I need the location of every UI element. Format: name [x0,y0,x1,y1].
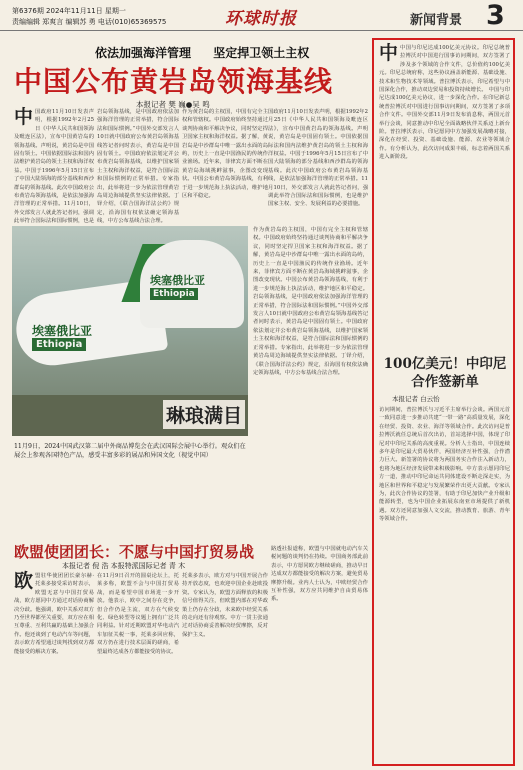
photo-brand-en-2: Ethiopia [150,288,198,300]
sidebar-text-bottom [379,406,510,758]
page-number: 3 [486,0,505,31]
sidebar-headline-line2: 合作签新单 [411,374,479,390]
main-article-col-5 [268,108,368,222]
photo-brand-en-1: Ethiopia [32,338,86,351]
main-col3-text: 作为黄岩岛的主权国，中国有完全主权和管辖权。中国政府始终坚持通过谈判协商和平解决争议，同时坚定捍卫国家主权和海洋权益。据了解，黄岩岛是中沙群岛中唯一露出水面的岛屿，历史上一直是中国渔民的传统作业渔场。近年来，菲律宾方面不断在黄岩岛海域挑衅滋事，企图改变现状。中国公布黄岩岛领海基线，有利于进一步规范海上执法活动，维护地区和平稳定。 [182,109,268,200]
main-col4-cont: 岩岛领海基线，是中国政府依法加强海洋管理的正常举措，符合国际法和国际惯例。”中国外交部发言人10日就中国政府公布黄岩岛领海基线答记者问时表示，黄岩岛是中国固有领土。中国政府依法划定并公布黄岩岛领海基线，以维护国家领土主权和海洋权益，是符合国际法和国际惯例的正常举措。专家指出，此举将进一步为依法管理黄岩岛周边海域提供坚实法律依据。丁铎介绍，《联合国海洋法公约》规定，沿海国有权依法确定领海基线，中方公布基线合法合理。 [253,294,368,376]
main-article-col-4 [253,226,368,536]
main-byline: 本报记者 樊 巍●吴 鸣 [136,100,210,109]
second-col2-text: 在11月9日召开的圆桌论坛上，托莱多称，欧盟不会与中国打贸易战，而是希望中国市场进一步开放。他表示，欧中之间存在竞争，但合作仍是主流，双方在气候变化、绿色转型等议题上拥有广泛共同利益。针对近期欧盟对华电动汽车加征关税一事，托莱多回应称，双方仍在进行技术层面的磋商，希望最终达成各方都能接受的协议。 [97,573,179,655]
sidebar-byline: 本报记者 白云怡 [392,395,440,403]
second-article-col-4 [271,545,368,762]
photo-stamp: 琳琅满目 [163,400,245,429]
sidebar-bottom-text: 访问期间，普拉博沃与习近平主席举行会谈。两国元首一致同意进一步推动共建“一带一路”高质量发展，深化在经贸、投资、农业、海洋等领域合作。此次访问是普拉博沃就任总统后首次出访，首站选择中国，体现了印尼对中印尼关系的高度重视。分析人士指出，中国连续多年是印尼最大贸易伙伴，两国经济互补性强，合作潜力巨大。新签署的协议将为两国务实合作注入新动力，也将为地区经济发展带来积极影响。中方表示愿同印尼方一道，推动中印尼命运共同体建设不断走深走实，为地区和世界和平稳定与发展繁荣作出更大贡献。专家认为，此次合作协议的签署，有助于印尼加快产业升级和能源转型，也为中国企业拓展东南亚市场提供了新机遇。双方还同意加强人文交流，推动教育、旅游、青年等领域合作。 [379,407,510,523]
editor-info: 责编编辑 郑爽言 编辑苏 勇 电话(010)65369575 [12,18,167,26]
sidebar-headline [383,355,507,391]
sidebar-headline-line1: 100亿美元！中印尼 [383,356,507,372]
second-headline: 欧盟使团团长：不愿与中国打贸易战 [14,543,255,561]
main-headline: 中国公布黄岩岛领海基线 [14,65,334,98]
photo-caption: 11月9日，2024中国武汉第二届中外商品博览会在武汉国际会展中心举行。观众们在展会上参观各国特色产品，感受丰富多彩的展品和异国文化（视觉中国） [14,443,246,459]
second-article-col-2 [97,572,179,762]
second-col4-text: 路透社报道称，欧盟与中国就电动汽车关税问题的谈判仍在持续。中国商务部此前表示，中方愿同欧方继续磋商，推动早日达成双方都能接受的解决方案，避免贸易摩擦升级。业内人士认为，中欧经贸合作互补性强，双方应共同维护自由贸易体系。 [271,546,368,603]
sidebar-top-text: 中国与印尼达成100亿美元协议。印尼总统普拉博沃对中国进行国事访问期间，双方签署了涉及多个领域的合作文件，总价值约100亿美元。印尼总统府称，这些协议涵盖新能源、基础设施、技术和生物技术等领域。普拉博沃表示，印尼希望与中国深化合作，推动双边贸易和投资持续增长。 [379,45,510,94]
second-col3-text: 托莱多表示，欧方对与中国开展合作持开放态度，也欢迎中国企业赴欧投资。专家认为，欧盟方面释放的积极信号值得关注，但欧盟内部在对华政策上仍存在分歧，未来欧中经贸关系的走向还有待观察。中方一贯主张通过对话协商妥善解决经贸摩擦，反对保护主义。 [182,573,268,638]
sidebar-dropcap: 中 [379,42,399,64]
main-col5-text: 国政府11月10日发表声明，根据1992年2月25日《中华人民共和国领海及毗连区法》，宣布中国黄岩岛的领海基线。声明说，黄岩岛是中国固有领土。中国依据国际法和国内法维护黄岩岛的领土主权和海洋权益。中国于1996年5月15日宣布了中国大陆领海的部分基线和西沙群岛的领海基线。此次中国政府公布黄岩岛领海基线，是依法加强海洋管理的正常举措。11月10日，外交部发言人就此答记者问，强调此举符合国际法和国际惯例，也是维护国家主权、安全、发展利益的必要措施。 [268,109,368,208]
sidebar-top-text-2: 中国与印尼达成100亿美元协议，进一步深化合作。在印尼新总统普拉博沃对中国进行国事访问期间，双方签署了多项合作文件。中国外交部11月9日发布消息称，两国元首举行会谈，同意推动中印尼全面战略伙伴关系迈上新台阶。普拉博沃表示，印尼愿同中方加强发展战略对接，深化在经贸、投资、基础设施、能源、农业等领域合作。有分析认为，此次访问成果丰硕，标志着两国关系进入新阶段。 [379,87,510,161]
second-article-col-3 [182,572,268,762]
main-col2-text: 岩岛领海基线，是中国政府依法加强海洋管理的正常举措，符合国际法和国际惯例。”中国外交部发言人10日就中国政府公布黄岩岛领海基线答记者问时表示，黄岩岛是中国固有领土。中国政府依法划定并公布黄岩岛领海基线，以维护国家领土主权和海洋权益，是符合国际法和国际惯例的正常举措。专家指出，此举将进一步为依法管理黄岩岛周边海域提供坚实法律依据。丁铎介绍，《联合国海洋法公约》规定，沿海国有权依法确定领海基线，中方公布基线合法合理。 [97,109,179,225]
photo-brand-cn-1: 埃塞俄比亚 [32,324,93,338]
main-col1-text: 国政府11月10日发表声明，根据1992年2月25日《中华人民共和国领海及毗连区法》，宣布中国黄岩岛的领海基线。声明说，黄岩岛是中国固有领土。中国依据国际法和国内法维护黄岩岛的领土主权和海洋权益。中国于1996年5月15日宣布了中国大陆领海的部分基线和西沙群岛的领海基线。此次中国政府公布黄岩岛领海基线，是依法加强海洋管理的正常举措。11月10日，外交部发言人就此答记者问，强调此举符合国际法和国际惯例，也是 [14,109,94,225]
kicker-left: 依法加强海洋管理 [95,46,192,60]
main-dropcap: 中 [14,106,34,128]
main-article-col-1 [14,106,94,225]
photo-brand-cn-2: 埃塞俄比亚 [150,274,205,287]
section-title: 新闻背景 [410,13,463,28]
newspaper-logo: 环球时报 [225,9,297,29]
kicker-right: 坚定捍卫领土主权 [213,46,310,60]
second-article-col-1 [14,572,94,762]
main-article-col-3 [182,108,268,222]
main-kicker [95,44,327,61]
main-article-col-2 [97,108,179,225]
second-col1-text: 盟驻华使团团长豪尔赫·托莱多接受采访时表示，欧盟无意与中国打贸易战，欧方愿同中方通过对话协商解决分歧。他强调，欧中关系对双方乃至世界都至关重要，双方应在相互尊重、互利共赢的基础上加强合作。他还谈到了电动汽车等问题，表示欧方希望通过谈判找到双方都能接受的解决方案。 [14,573,94,655]
masthead [0,0,523,31]
second-byline: 本报记者 倪 浩 本报特派国际记者 青 木 [62,562,186,570]
main-col4-text: 作为黄岩岛的主权国，中国有完全主权和管辖权。中国政府始终坚持通过谈判协商和平解决争议，同时坚定捍卫国家主权和海洋权益。据了解，黄岩岛是中沙群岛中唯一露出水面的岛屿，历史上一直是中国渔民的传统作业渔场。近年来，菲律宾方面不断在黄岩岛海域挑衅滋事，企图改变现状。中国公布黄岩岛领海基线，有利于进一步规范海上执法活动，维护地区和平稳定。 [253,227,368,292]
second-dropcap: 欧 [14,570,34,592]
sidebar-text-top [379,44,510,350]
issue-info: 第6376期 2024年11月11日 星期一 [12,7,126,15]
